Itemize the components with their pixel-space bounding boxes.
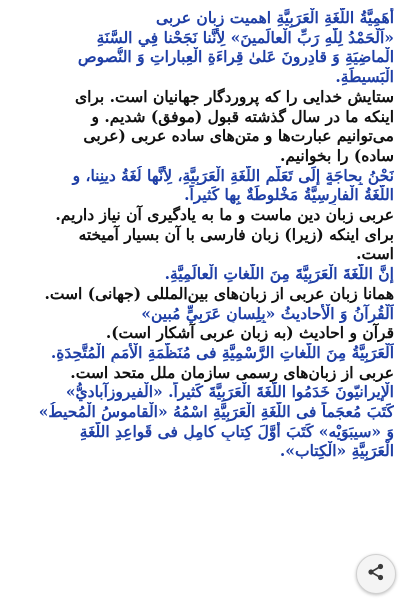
- text-line: قرآن و احاديث (به زبان عربى آشكار است).: [105, 323, 394, 343]
- text-line: الْإيرانيّونَ خَدَمُوا اللُّغَةَ الْعَرَبِيَّةَ كَثيراً. «الْفيروزآباديُّ»: [65, 382, 394, 402]
- text-line: وَ «سيبَوَيْه» كَتَبَ أَوَّلَ كِتابٍ كامِلٍ فی قَواعِدِ اللُّغَةِ: [79, 421, 394, 441]
- text-line: أَهَمِيَّةُ اللُّغَةِ الْعَرَبِيَّةِ اهميت زبان عربی: [156, 8, 394, 27]
- text-line: «اَلْحَمْدُ لِلّٰهِ رَبِّ الْعالَمینَ» لِأنَّنا نَجَحْنا فِي السَّنَةِ: [96, 27, 394, 47]
- text-line: ستايش خدايى را كه پروردگار جهانيان است. براى: [74, 86, 394, 106]
- text-line: ساده) را بخوانيم.: [280, 145, 394, 165]
- text-line: اللُّغَةُ الْفارِسِيَّةُ مَخْلوطَةٌ بِها كَثيراً.: [184, 185, 394, 205]
- text-line: اينكه ما در سال گذشته قبول (موفق) شديم. و: [91, 106, 394, 126]
- text-line: الْبَسيطَةِ.: [335, 67, 394, 87]
- text-line: الْعَرَبِيَّةِ «الْكِتاب».: [279, 441, 394, 461]
- share-icon: [366, 562, 386, 586]
- text-line: اَلْعَرَبِيَّةُ مِنَ اللُّغاتِ الرَّسْمِيَّةِ فی مُنَظَّمَةِ الْأُمَمِ الْمُتَّحِدَةِ.: [50, 342, 394, 362]
- text-line: است.: [356, 244, 394, 264]
- text-line: براى اينكه (زيرا) زبان فارسى با آن بسيار آميخته: [78, 224, 394, 244]
- text-line: إنَّ اللُّغَةَ الْعَرَبِيَّةَ مِنَ اللُّغاتِ الْعالَمِيَّةِ.: [164, 264, 394, 284]
- share-button[interactable]: [356, 554, 396, 594]
- text-line: اَلْقُرآنُ وَ الْأَحاديثُ «بِلِسانٍ عَرَبِيٍّ مُبينٍ»: [141, 303, 394, 323]
- text-line: همانا زبان عربى از زبان‌هاى بين‌المللى (جهانى) است.: [44, 283, 394, 303]
- text-line: الْماضِيَةِ وَ قادِرونَ عَلىٰ قِراءَةِ الْعِباراتِ وَ النُّصوصِ: [77, 47, 394, 67]
- text-line: نَحْنُ بِحاجَةٍ إلَى تَعَلُّمِ اللُّغَةِ الْعَرَبِيَّةِ، لِأَنَّها لُغَةُ دينِنا، و: [72, 165, 394, 185]
- text-line: كَتَبَ مُعجَماً فی اللُّغَةِ الْعَرَبِيَّةِ اسْمُهُ «الْقاموسُ الْمُحيطُ»: [38, 402, 394, 422]
- text-line: عربى زبان دين ماست و ما به يادگيرى آن نياز داريم.: [55, 205, 394, 225]
- text-line: عربى از زبان‌هاى رسمى سازمان ملل متحد است.: [70, 362, 394, 382]
- text-line: مى‌توانيم عبارت‌ها و متن‌هاى ساده عربى (عربى: [83, 126, 394, 146]
